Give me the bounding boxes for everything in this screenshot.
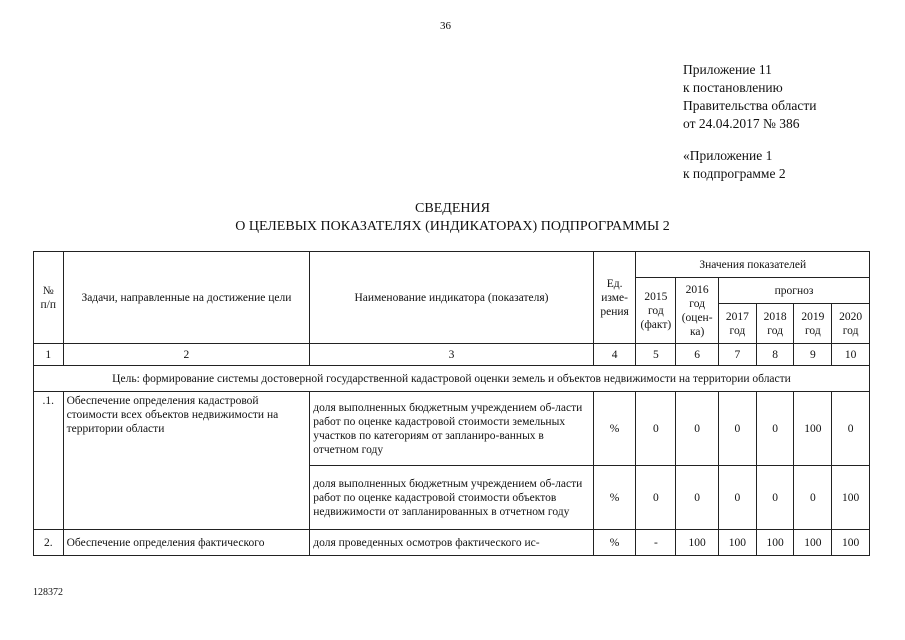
row-num: 2. [34, 530, 64, 556]
column-numbers-row [34, 344, 870, 366]
goal-row: Цель: формирование системы достоверной государственной кадастровой оценки земель и объектов недвижимости на территории области [34, 366, 870, 392]
header-tasks: Задачи, направленные на достижение цели [63, 252, 310, 344]
appendix-line: Приложение 11 [683, 62, 772, 77]
row-value: 0 [676, 392, 719, 466]
col-number: 6 [676, 344, 719, 366]
header-2017: 2017 год [719, 304, 757, 344]
row-unit: % [593, 466, 636, 530]
row-value: 100 [794, 392, 832, 466]
header-forecast: прогноз [719, 278, 870, 304]
row-value: 0 [636, 466, 676, 530]
row-task: Обеспечение определения кадастровой стоимости всех объектов недвижимости на территории области [63, 392, 310, 530]
row-value: 0 [794, 466, 832, 530]
appendix-line: к постановлению [683, 80, 783, 95]
document-subtitle: О ЦЕЛЕВЫХ ПОКАЗАТЕЛЯХ (ИНДИКАТОРАХ) ПОДПРОГРАММЫ 2 [235, 219, 670, 234]
document-title: СВЕДЕНИЯ [415, 201, 490, 216]
row-value: 0 [756, 466, 794, 530]
row-task: Обеспечение определения фактического [63, 530, 310, 556]
appendix2-line: «Приложение 1 [683, 148, 773, 163]
col-number: 8 [756, 344, 794, 366]
col-number: 10 [832, 344, 870, 366]
row-value: 100 [756, 530, 794, 556]
header-2020: 2020 год [832, 304, 870, 344]
col-number: 7 [719, 344, 757, 366]
col-number: 4 [593, 344, 636, 366]
appendix2-block [683, 147, 786, 183]
appendix2-line: к подпрограмме 2 [683, 166, 786, 181]
row-value: 0 [676, 466, 719, 530]
appendix-line: от 24.04.2017 № 386 [683, 116, 800, 131]
header-indicator: Наименование индикатора (показателя) [310, 252, 593, 344]
header-2018: 2018 год [756, 304, 794, 344]
col-number: 1 [34, 344, 64, 366]
header-2019: 2019 год [794, 304, 832, 344]
row-value: 100 [832, 530, 870, 556]
row-value: 0 [636, 392, 676, 466]
header-num: № п/п [34, 252, 64, 344]
row-value: 100 [676, 530, 719, 556]
table-row [34, 392, 870, 466]
row-value: - [636, 530, 676, 556]
header-2016: 2016 год (оцен-ка) [676, 278, 719, 344]
col-number: 2 [63, 344, 310, 366]
indicators-table [33, 251, 870, 556]
row-value: 0 [756, 392, 794, 466]
table-row [34, 530, 870, 556]
row-indicator: доля выполненных бюджетным учреждением об-ласти работ по оценке кадастровой стоимости земельных участков по категориям от запланиро-ванных в отчетном году [310, 392, 593, 466]
page-number: 36 [440, 20, 451, 32]
row-unit: % [593, 392, 636, 466]
col-number: 9 [794, 344, 832, 366]
row-num: .1. [34, 392, 64, 530]
row-indicator: доля проведенных осмотров фактического ис- [310, 530, 593, 556]
row-value: 100 [832, 466, 870, 530]
row-value: 0 [832, 392, 870, 466]
row-unit: % [593, 530, 636, 556]
header-2015: 2015 год (факт) [636, 278, 676, 344]
appendix-block [683, 61, 816, 133]
document-code: 128372 [33, 587, 63, 598]
header-values: Значения показателей [636, 252, 870, 278]
row-value: 0 [719, 392, 757, 466]
row-value: 100 [719, 530, 757, 556]
row-indicator: доля выполненных бюджетным учреждением об-ласти работ по оценке кадастровой стоимости объектов недвижимости от запланированных в отчетном году [310, 466, 593, 530]
appendix-line: Правительства области [683, 98, 817, 113]
row-value: 100 [794, 530, 832, 556]
row-value: 0 [719, 466, 757, 530]
header-unit: Ед. изме-рения [593, 252, 636, 344]
col-number: 3 [310, 344, 593, 366]
col-number: 5 [636, 344, 676, 366]
